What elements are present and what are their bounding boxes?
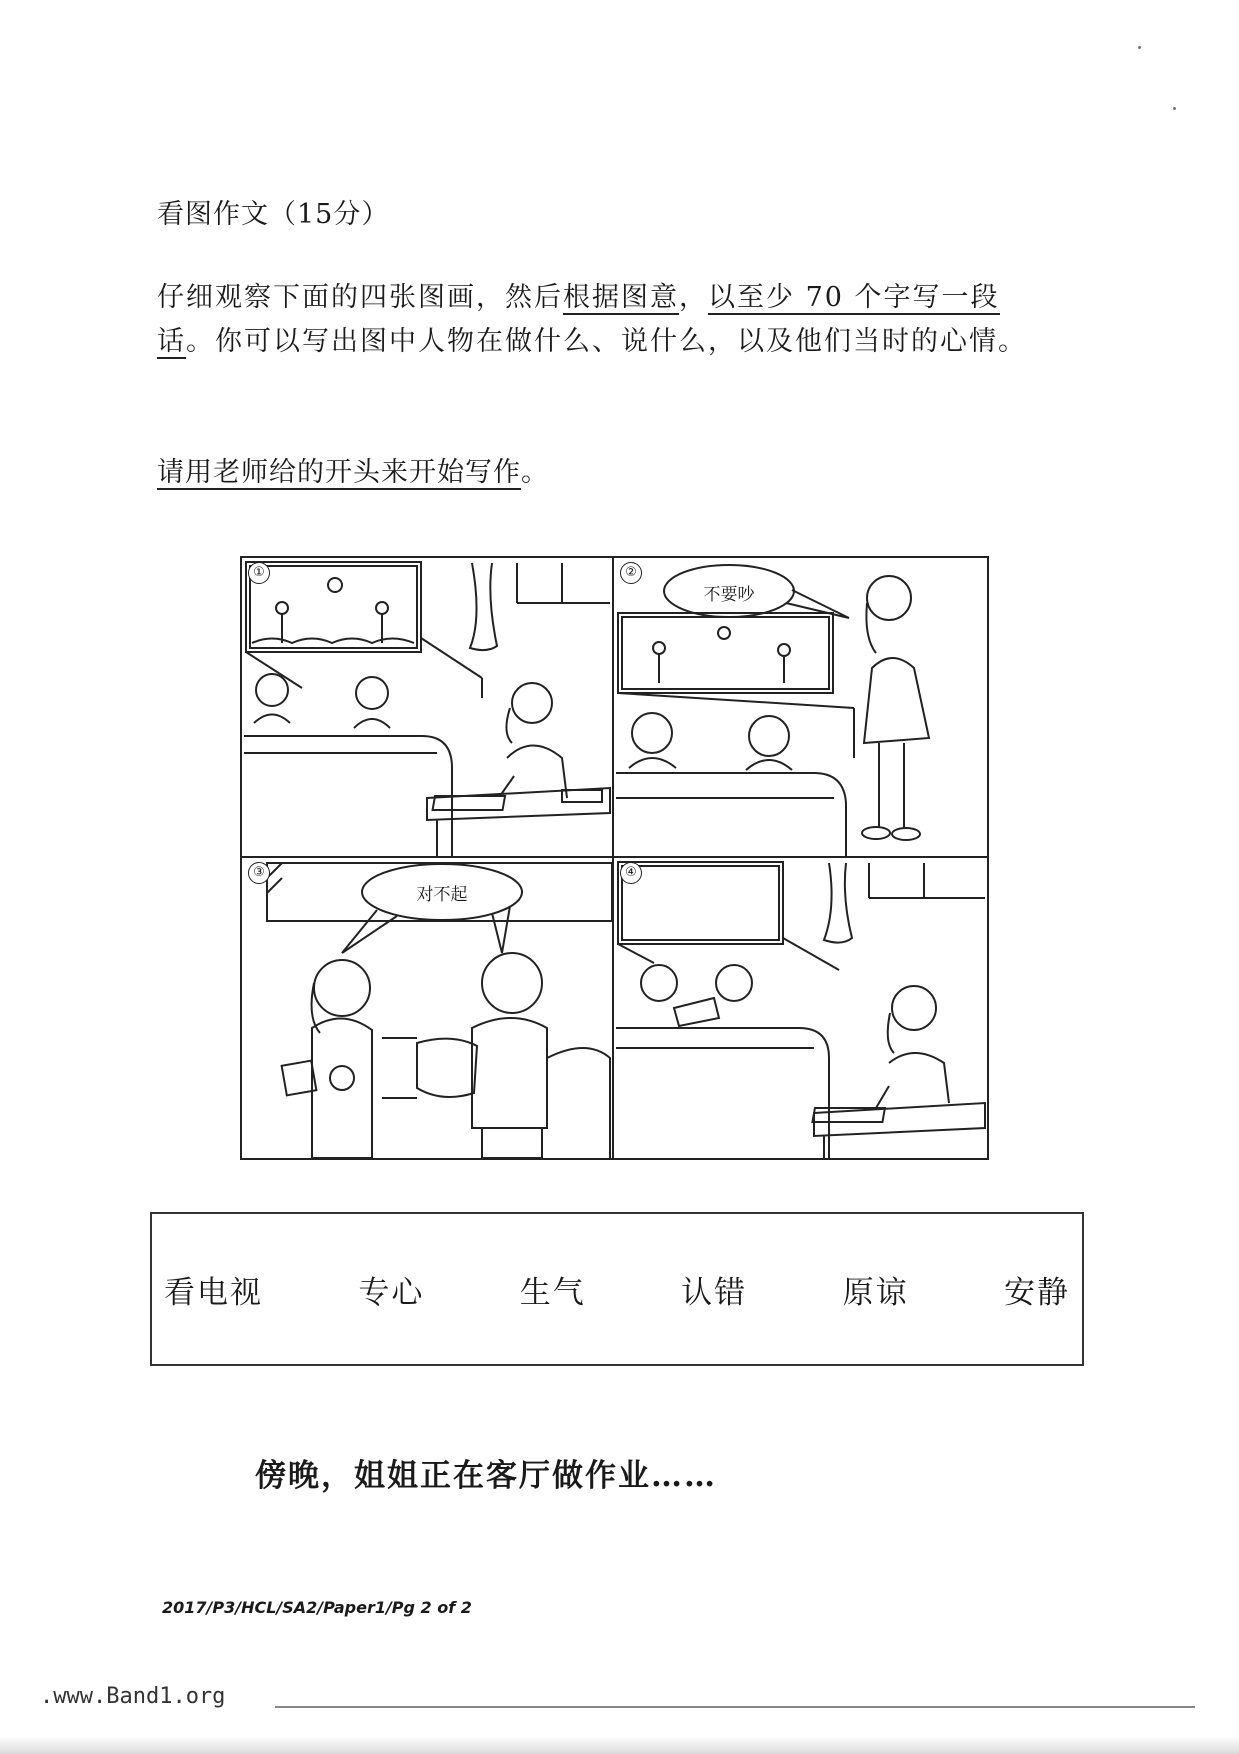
instructions-paragraph bbox=[157, 276, 1037, 364]
word-bank-item: 安静 bbox=[1003, 1274, 1070, 1311]
comic-panel-2 bbox=[614, 558, 987, 858]
instructions-underlined-text: 根据图意 bbox=[563, 282, 679, 313]
scan-speck bbox=[1138, 46, 1141, 49]
comic-panel-3 bbox=[242, 858, 614, 1158]
panel-4-illustration bbox=[614, 858, 987, 1158]
panel-number: ② bbox=[620, 562, 642, 584]
page-footer-code: 2017/P3/HCL/SA2/Paper1/Pg 2 of 2 bbox=[162, 1598, 472, 1617]
word-bank-item: 认错 bbox=[681, 1274, 748, 1311]
speech-bubble: 对不起 bbox=[416, 885, 468, 905]
start-note-underlined: 请用老师给的开头来开始写作 bbox=[157, 457, 521, 488]
word-bank-item: 原谅 bbox=[842, 1274, 909, 1311]
comic-panel-4 bbox=[614, 858, 987, 1158]
word-bank-item: 专心 bbox=[358, 1274, 425, 1311]
panel-number: ③ bbox=[248, 862, 270, 884]
start-note bbox=[157, 450, 549, 489]
scan-speck bbox=[1173, 107, 1176, 110]
watermark-text: .www.Band1.org bbox=[40, 1684, 226, 1709]
start-note-end: 。 bbox=[521, 457, 549, 488]
word-bank-item: 生气 bbox=[519, 1274, 586, 1311]
opening-line: 傍晚，姐姐正在客厅做作业…… bbox=[255, 1458, 717, 1494]
speech-bubble: 不要吵 bbox=[703, 585, 755, 605]
word-bank bbox=[150, 1212, 1084, 1366]
scan-bottom-shadow bbox=[0, 1736, 1239, 1754]
footer-rule bbox=[275, 1706, 1195, 1708]
comic-strip bbox=[240, 556, 989, 1160]
panel-1-illustration bbox=[242, 558, 612, 856]
panel-number: ① bbox=[248, 562, 270, 584]
instructions-underlined-text: 以至少 70 个字写一段话 bbox=[157, 282, 1000, 357]
instructions-text: 仔细观察下面的四张图画，然后 bbox=[157, 282, 563, 313]
panel-number: ④ bbox=[620, 862, 642, 884]
panel-2-illustration bbox=[614, 558, 987, 856]
section-title: 看图作文（15分） bbox=[157, 199, 390, 230]
instructions-text: ， bbox=[679, 282, 708, 313]
instructions-text: 。你可以写出图中人物在做什么、说什么，以及他们当时的心情。 bbox=[186, 326, 1027, 357]
comic-panel-1 bbox=[242, 558, 614, 858]
word-bank-item: 看电视 bbox=[164, 1274, 263, 1311]
